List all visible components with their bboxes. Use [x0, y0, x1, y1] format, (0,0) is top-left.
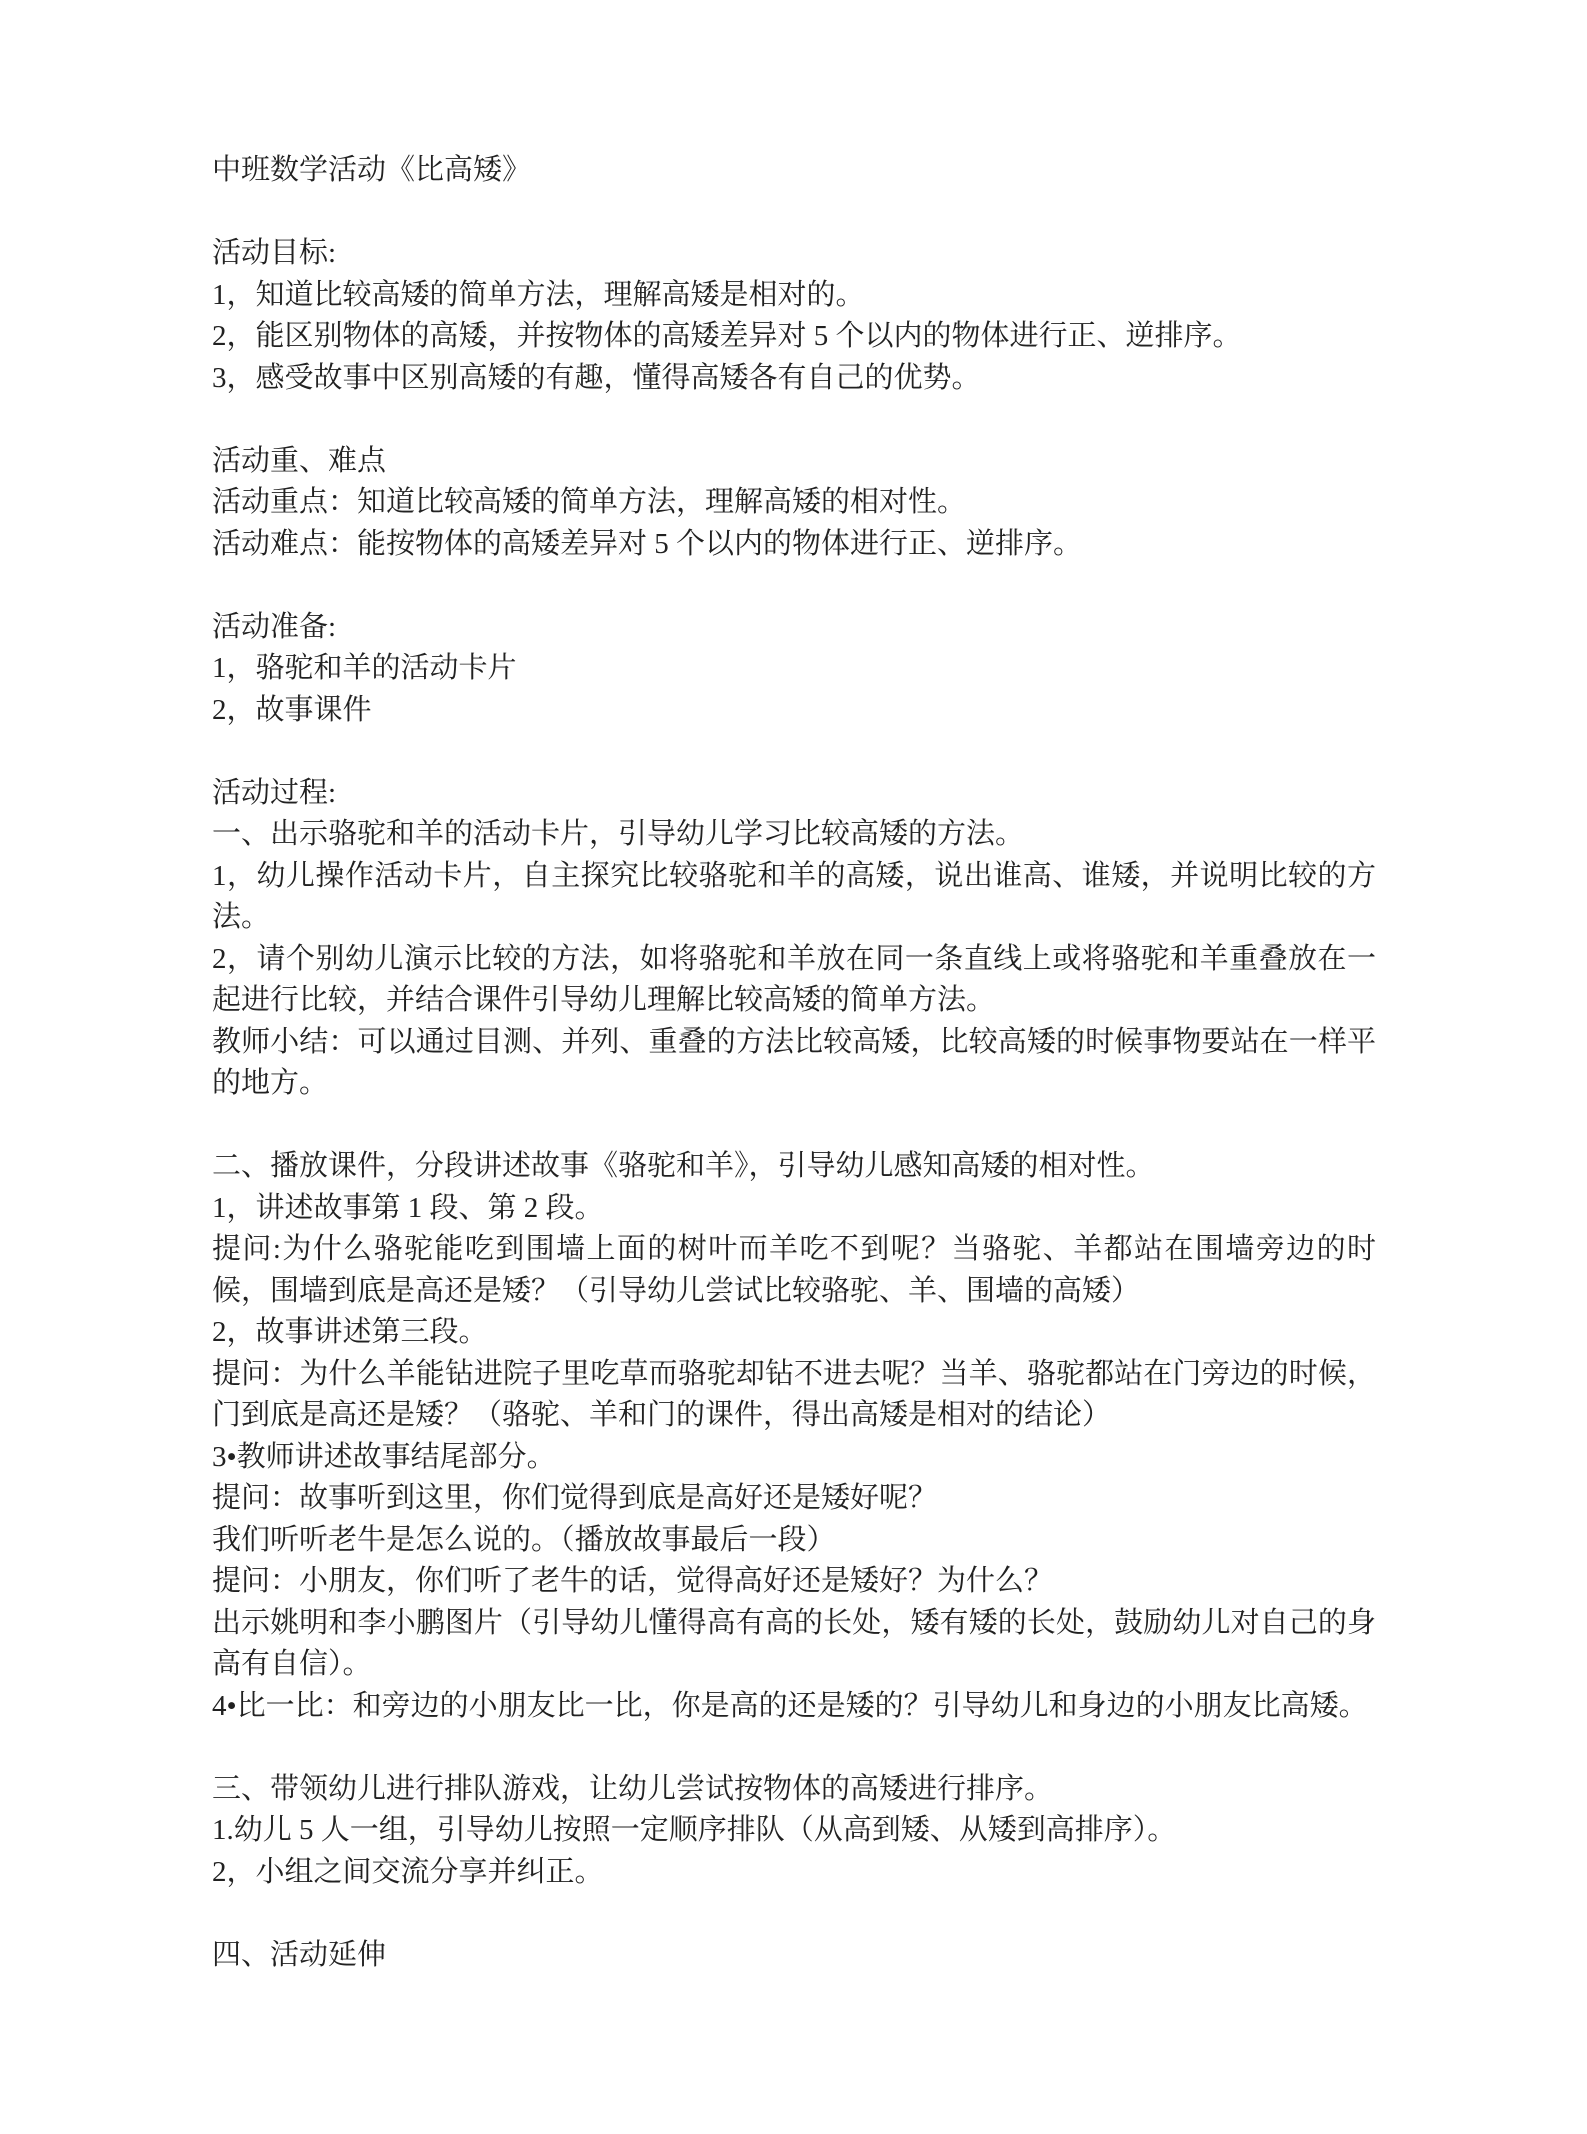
process-part3-paragraph: 1.幼儿 5 人一组，引导幼儿按照一定顺序排队（从高到矮、从矮到高排序）。: [212, 1814, 1177, 1846]
process-part2-paragraph: 1，讲述故事第 1 段、第 2 段。: [212, 1191, 604, 1224]
preparation-item: 1，骆驼和羊的活动卡片: [212, 652, 517, 684]
process-part2-paragraph: 提问：故事听到这里，你们觉得到底是高好还是矮好呢？: [212, 1482, 938, 1514]
section-process: [212, 773, 1376, 1977]
process-part2-paragraph: 3•教师讲述故事结尾部分。: [212, 1440, 556, 1473]
process-part2-paragraph: 2，故事讲述第三段。: [212, 1316, 488, 1348]
process-heading: 活动过程:: [212, 776, 337, 809]
process-part4-heading: 四、活动延伸: [212, 1938, 387, 1971]
goals-heading: 活动目标:: [212, 237, 337, 269]
document-title: 中班数学活动《比高矮》: [212, 154, 532, 186]
process-part1-paragraph: 教师小结：可以通过目测、并列、重叠的方法比较高矮，比较高矮的时候事物要站在一样平的地方。: [212, 1025, 1376, 1099]
goal-item: 1，知道比较高矮的简单方法，理解高矮是相对的。: [212, 278, 865, 311]
process-part2-paragraph: 提问：为什么羊能钻进院子里吃草而骆驼却钻不进去呢？当羊、骆驼都站在门旁边的时候，门到底是高还是矮？（骆驼、羊和门的课件，得出高矮是相对的结论）: [212, 1357, 1376, 1431]
goal-item: 3，感受故事中区别高矮的有趣，懂得高矮各有自己的优势。: [212, 361, 981, 394]
preparation-heading: 活动准备:: [212, 610, 337, 643]
process-part1-paragraph: 1，幼儿操作活动卡片，自主探究比较骆驼和羊的高矮，说出谁高、谁矮，并说明比较的方法。: [212, 859, 1376, 933]
key-points-difficulty: 活动难点：能按物体的高矮差异对 5 个以内的物体进行正、逆排序。: [212, 527, 1083, 560]
section-key-points: [212, 441, 1376, 566]
process-part2-paragraph: 提问:为什么骆驼能吃到围墙上面的树叶而羊吃不到呢？当骆驼、羊都站在围墙旁边的时候，围墙到底是高还是矮？（引导幼儿尝试比较骆驼、羊、围墙的高矮）: [212, 1233, 1376, 1307]
document-content: [212, 150, 1376, 1976]
section-goals: [212, 233, 1376, 399]
process-part2: [212, 1146, 1376, 1727]
process-part2-paragraph: 4•比一比：和旁边的小朋友比一比，你是高的还是矮的？引导幼儿和身边的小朋友比高矮。: [212, 1689, 1368, 1722]
preparation-item: 2，故事课件: [212, 693, 372, 726]
process-part2-paragraph: 我们听听老牛是怎么说的。（播放故事最后一段）: [212, 1523, 836, 1556]
process-part3: [212, 1769, 1376, 1894]
process-part3-paragraph: 2，小组之间交流分享并纠正。: [212, 1855, 604, 1888]
process-part2-heading: 二、播放课件，分段讲述故事《骆驼和羊》，引导幼儿感知高矮的相对性。: [212, 1150, 1155, 1182]
process-part2-paragraph: 提问：小朋友，你们听了老牛的话，觉得高好还是矮好？为什么？: [212, 1565, 1054, 1597]
process-part1: [212, 814, 1376, 1105]
process-part2-paragraph: 出示姚明和李小鹏图片（引导幼儿懂得高有高的长处，矮有矮的长处，鼓励幼儿对自己的身高有自信）。: [212, 1606, 1376, 1680]
process-part1-paragraph: 2，请个别幼儿演示比较的方法，如将骆驼和羊放在同一条直线上或将骆驼和羊重叠放在一起进行比较，并结合课件引导幼儿理解比较高矮的简单方法。: [212, 942, 1376, 1016]
key-points-heading: 活动重、难点: [212, 444, 387, 477]
key-points-focus: 活动重点：知道比较高矮的简单方法，理解高矮的相对性。: [212, 486, 967, 518]
section-preparation: [212, 607, 1376, 732]
process-part1-heading: 一、出示骆驼和羊的活动卡片，引导幼儿学习比较高矮的方法。: [212, 818, 1025, 850]
goal-item: 2，能区别物体的高矮，并按物体的高矮差异对 5 个以内的物体进行正、逆排序。: [212, 320, 1242, 352]
process-part4: [212, 1935, 1376, 1977]
process-part3-heading: 三、带领幼儿进行排队游戏，让幼儿尝试按物体的高矮进行排序。: [212, 1772, 1054, 1805]
